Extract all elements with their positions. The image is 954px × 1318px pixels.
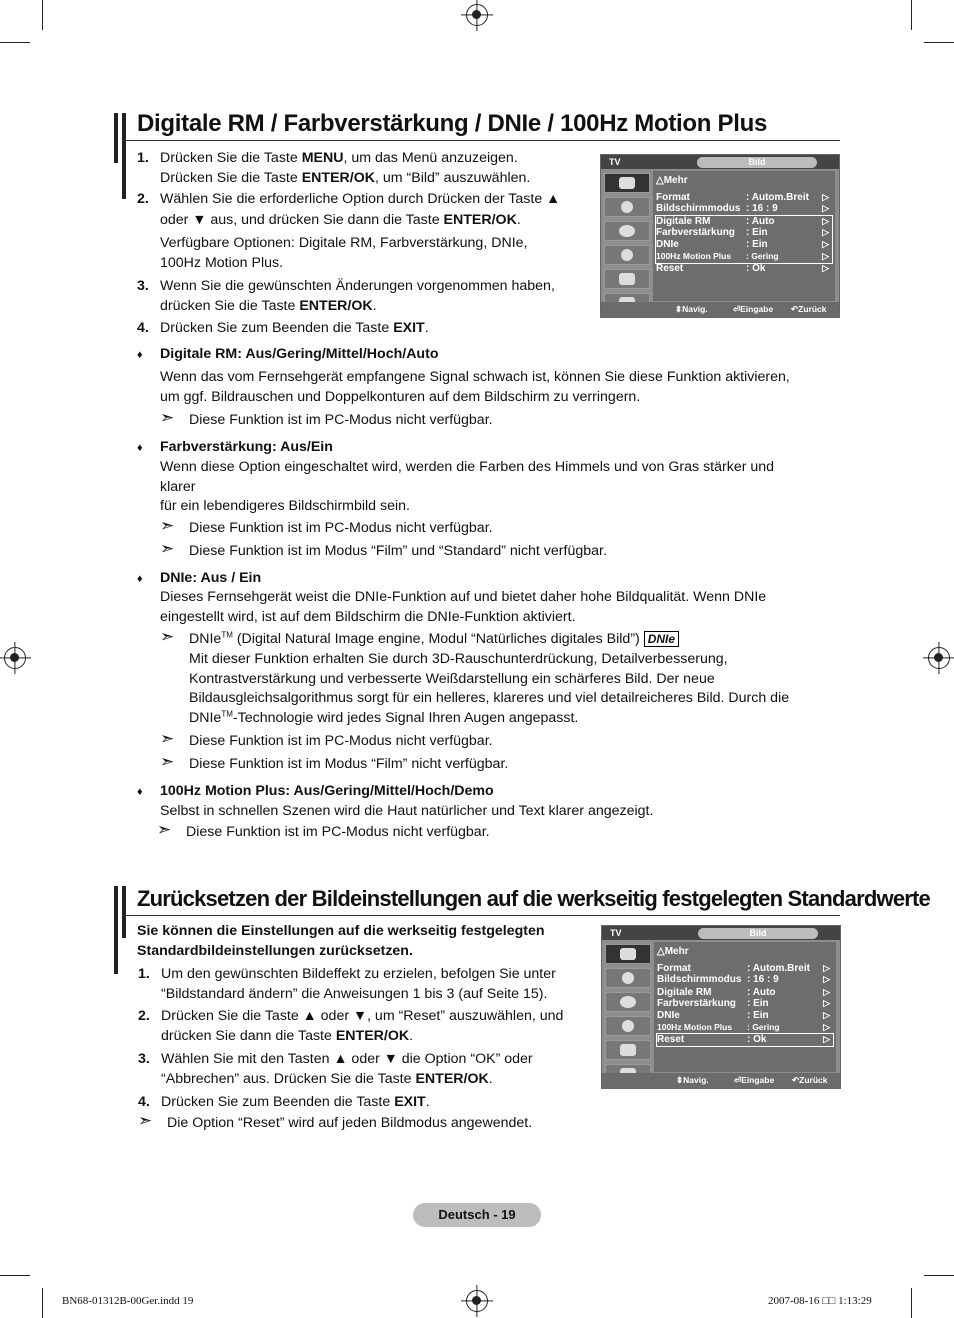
osd-row-bildschirmmodus[interactable]: Bildschirmmodus : 16 : 9 ▷ — [656, 203, 829, 214]
dnie-note: Diese Funktion ist im Modus “Film” nicht verfügbar. — [189, 756, 509, 772]
digitale-rm-text: um ggf. Bildrauschen und Doppelkonturen auf dem Bildschirm zu verringern. — [160, 389, 641, 405]
osd-menu-picture — [600, 154, 840, 318]
step-number: 1. — [137, 150, 149, 166]
section-bar — [114, 886, 118, 974]
step-4-line1: Drücken Sie zum Beenden die Taste EXIT. — [160, 320, 429, 336]
reset-step-1: Um den gewünschten Bildeffekt zu erzielen, befolgen Sie unter — [161, 966, 556, 982]
note-arrow-icon: ➣ — [160, 729, 175, 748]
farb-heading: Farbverstärkung: Aus/Ein — [160, 439, 333, 455]
bullet-icon: ♦ — [137, 573, 143, 585]
osd-menu-picture-reset — [601, 925, 841, 1089]
bullet-icon: ♦ — [137, 349, 143, 361]
osd-row-100hz[interactable]: 100Hz Motion Plus : Gering ▷ — [657, 1022, 830, 1032]
section-bar — [122, 113, 126, 199]
reset-note: Die Option “Reset” wird auf jeden Bildmodus angewendet. — [167, 1115, 533, 1131]
step-number: 4. — [138, 1094, 150, 1110]
reset-step-4: Drücken Sie zum Beenden die Taste EXIT. — [161, 1094, 430, 1110]
note-arrow-icon: ➣ — [160, 408, 175, 427]
dnie-logo-icon: DNIe — [644, 631, 679, 647]
osd-enter-hint: ⏎ Eingabe — [733, 304, 774, 314]
osd-row-digitale-rm[interactable]: Digitale RM : Auto ▷ — [657, 987, 830, 998]
osd-row-farbverstaerkung[interactable]: Farbverstärkung : Ein ▷ — [657, 998, 830, 1009]
bullet-icon: ♦ — [137, 786, 143, 798]
reset-intro: Standardbildeinstellungen zurücksetzen. — [137, 943, 413, 959]
reset-step-2: drücken Sie dann die Taste ENTER/OK. — [161, 1028, 414, 1044]
osd-row-digitale-rm[interactable]: Digitale RM : Auto ▷ — [656, 216, 829, 227]
osd-sound-icon[interactable] — [605, 968, 651, 988]
section-bar — [122, 886, 126, 938]
reset-step-3: Wählen Sie mit den Tasten ▲ oder ▼ die Option “OK” oder — [161, 1051, 533, 1067]
motion-text: Selbst in schnellen Szenen wird die Haut natürlicher und Text klarer angezeigt. — [160, 803, 654, 819]
step-number: 2. — [138, 1008, 150, 1024]
reset-step-2: Drücken Sie die Taste ▲ oder ▼, um “Reset” auszuwählen, und — [161, 1008, 564, 1024]
registration-mark-icon — [928, 647, 950, 669]
step-number: 4. — [137, 320, 149, 336]
osd-row-dnie[interactable]: DNIe : Ein ▷ — [657, 1010, 830, 1021]
note-arrow-icon: ➣ — [157, 820, 172, 839]
dnie-tm-line: DNIe™ (Digital Natural Image engine, Modul “Natürliches digitales Bild”) DNIe — [189, 629, 679, 649]
note-arrow-icon: ➣ — [160, 516, 175, 535]
osd-setup-icon[interactable] — [604, 245, 650, 265]
osd-tv-label: TV — [610, 928, 622, 938]
step-3-line2: drücken Sie die Taste ENTER/OK. — [160, 298, 377, 314]
osd-enter-hint: ⏎ Eingabe — [734, 1075, 775, 1085]
osd-row-format[interactable]: Format : Autom.Breit ▷ — [656, 192, 829, 203]
section2-title: Zurücksetzen der Bildeinstellungen auf die werkseitig festgelegten Standardwerte — [137, 886, 930, 911]
file-slug: BN68-01312B-00Ger.indd 19 — [62, 1295, 194, 1307]
title-rule — [126, 140, 840, 141]
reset-intro: Sie können die Einstellungen auf die werkseitig festgelegten — [137, 923, 545, 939]
digitale-rm-text: Wenn das vom Fernsehgerät empfangene Signal schwach ist, können Sie diese Funktion aktivieren, — [160, 369, 790, 385]
osd-row-format[interactable]: Format : Autom.Breit ▷ — [657, 963, 830, 974]
step-number: 3. — [137, 278, 149, 294]
step-2-line2: oder ▼ aus, und drücken Sie dann die Taste ENTER/OK. — [160, 212, 521, 228]
note-arrow-icon: ➣ — [160, 627, 175, 646]
registration-mark-icon — [4, 647, 26, 669]
note-arrow-icon: ➣ — [138, 1111, 153, 1130]
reset-step-3: “Abbrechen” aus. Drücken Sie die Taste ENTER/OK. — [161, 1071, 493, 1087]
section1-title: Digitale RM / Farbverstärkung / DNIe / 100Hz Motion Plus — [137, 110, 767, 137]
osd-sound-icon[interactable] — [604, 197, 650, 217]
osd-panel — [653, 171, 835, 301]
farb-note: Diese Funktion ist im PC-Modus nicht verfügbar. — [189, 520, 493, 536]
motion-note: Diese Funktion ist im PC-Modus nicht verfügbar. — [186, 824, 490, 840]
step-2-line3: Verfügbare Optionen: Digitale RM, Farbverstärkung, DNIe, — [160, 235, 528, 251]
osd-sidebar — [605, 942, 651, 1072]
osd-nav-hint: ⬍ Navig. — [675, 304, 708, 314]
step-2-line1: Wählen Sie die erforderliche Option durch Drücken der Taste ▲ — [160, 191, 561, 207]
step-number: 3. — [138, 1051, 150, 1067]
osd-row-reset[interactable]: Reset : Ok ▷ — [657, 1034, 830, 1045]
osd-row-100hz[interactable]: 100Hz Motion Plus : Gering ▷ — [656, 251, 829, 261]
dnie-desc: Bildausgleichsalgorithmus sorgt für ein helleres, klareres und viel detailreicheres Bild. Durch die — [189, 690, 790, 706]
osd-back-hint: ↶ Zurück — [791, 304, 827, 314]
osd-back-hint: ↶ Zurück — [792, 1075, 828, 1085]
page-number-badge: Deutsch - 19 — [413, 1203, 541, 1227]
dnie-desc: DNIe™-Technologie wird jedes Signal Ihren Augen angepasst. — [189, 709, 579, 726]
note-arrow-icon: ➣ — [160, 752, 175, 771]
registration-mark-icon — [466, 1290, 488, 1312]
dnie-text: eingestellt wird, ist auf dem Bildschirm die DNIe-Funktion aktiviert. — [160, 609, 576, 625]
osd-menu-title: Bild — [697, 157, 817, 168]
farb-text: klarer — [160, 479, 196, 495]
osd-channel-icon[interactable] — [604, 221, 650, 241]
osd-panel — [654, 942, 836, 1072]
dnie-note: Diese Funktion ist im PC-Modus nicht verfügbar. — [189, 733, 493, 749]
osd-channel-icon[interactable] — [605, 992, 651, 1012]
step-1-line1: Drücken Sie die Taste MENU, um das Menü anzuzeigen. — [160, 150, 518, 166]
osd-picture-icon[interactable] — [605, 944, 651, 964]
farb-text: für ein lebendigeres Bildschirmbild sein. — [160, 498, 410, 514]
osd-row-reset[interactable]: Reset : Ok ▷ — [656, 263, 829, 274]
osd-nav-hint: ⬍ Navig. — [676, 1075, 709, 1085]
step-number: 1. — [138, 966, 150, 982]
note-arrow-icon: ➣ — [160, 539, 175, 558]
osd-row-farbverstaerkung[interactable]: Farbverstärkung : Ein ▷ — [656, 227, 829, 238]
osd-input-icon[interactable] — [605, 1040, 651, 1060]
osd-sidebar — [604, 171, 650, 301]
motion-heading: 100Hz Motion Plus: Aus/Gering/Mittel/Hoch/Demo — [160, 783, 494, 799]
registration-mark-icon — [466, 4, 488, 26]
osd-input-icon[interactable] — [604, 269, 650, 289]
osd-more[interactable]: △Mehr — [656, 175, 688, 186]
osd-picture-icon[interactable] — [604, 173, 650, 193]
osd-footer — [601, 302, 839, 317]
digitale-rm-heading: Digitale RM: Aus/Gering/Mittel/Hoch/Auto — [160, 346, 439, 362]
osd-more[interactable]: △Mehr — [657, 946, 689, 957]
dnie-desc: Kontrastverstärkung und verbesserte Weißdarstellung ein schärferes Bild. Der neue — [189, 671, 715, 687]
bullet-icon: ♦ — [137, 442, 143, 454]
dnie-desc: Mit dieser Funktion erhalten Sie durch 3D-Rauschunterdrückung, Detailverbesserung, — [189, 651, 728, 667]
step-1-line2: Drücken Sie die Taste ENTER/OK, um “Bild” auszuwählen. — [160, 170, 531, 186]
step-2-line4: 100Hz Motion Plus. — [160, 255, 284, 271]
farb-text: Wenn diese Option eingeschaltet wird, werden die Farben des Himmels und von Gras stärker und — [160, 459, 775, 475]
section-bar — [114, 113, 118, 163]
date-slug: 2007-08-16 □□ 1:13:29 — [768, 1295, 872, 1307]
dnie-heading: DNIe: Aus / Ein — [160, 570, 262, 586]
osd-setup-icon[interactable] — [605, 1016, 651, 1036]
reset-step-1: “Bildstandard ändern” die Anweisungen 1 bis 3 (auf Seite 15). — [161, 986, 548, 1002]
farb-note: Diese Funktion ist im Modus “Film” und “Standard” nicht verfügbar. — [189, 543, 607, 559]
step-number: 2. — [137, 191, 149, 207]
osd-tv-label: TV — [609, 157, 621, 167]
digitale-rm-note: Diese Funktion ist im PC-Modus nicht verfügbar. — [189, 412, 493, 428]
osd-row-dnie[interactable]: DNIe : Ein ▷ — [656, 239, 829, 250]
osd-row-bildschirmmodus[interactable]: Bildschirmmodus : 16 : 9 ▷ — [657, 974, 830, 985]
osd-footer — [602, 1073, 840, 1088]
step-3-line1: Wenn Sie die gewünschten Änderungen vorgenommen haben, — [160, 278, 555, 294]
title-rule — [126, 915, 840, 916]
osd-menu-title: Bild — [698, 928, 818, 939]
dnie-text: Dieses Fernsehgerät weist die DNIe-Funktion auf und bietet daher hohe Bildqualität. Wenn DNIe — [160, 589, 767, 605]
